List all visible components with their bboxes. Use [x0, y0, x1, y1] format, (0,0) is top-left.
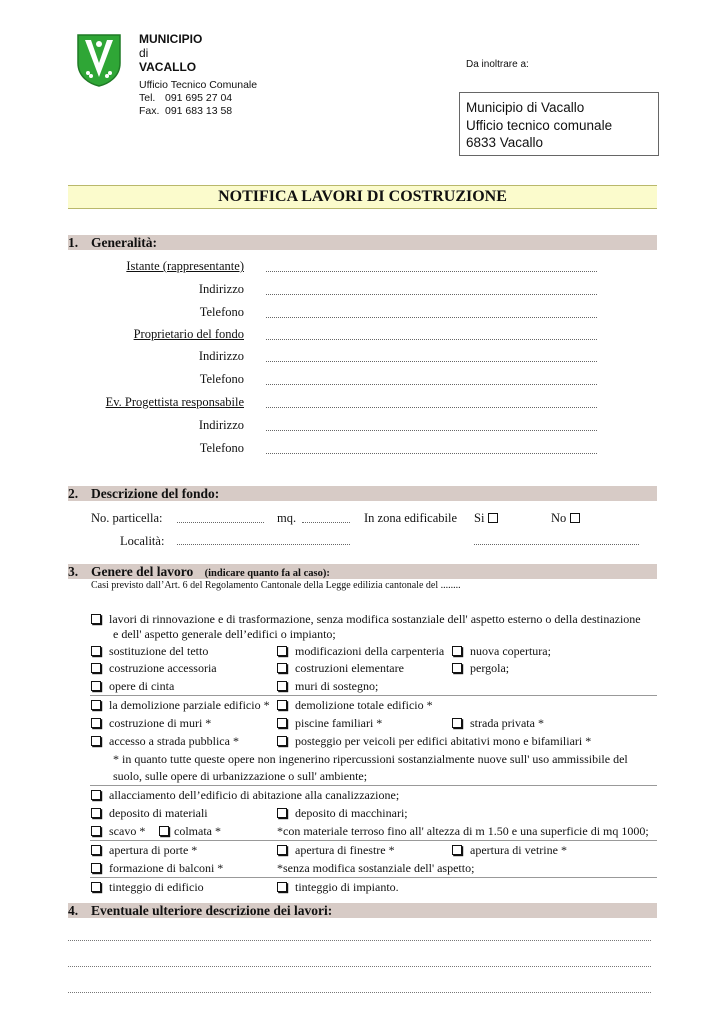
checkbox-no[interactable] [570, 513, 580, 523]
section-header-descrizione-fondo: 2. Descrizione del fondo: [68, 486, 657, 501]
option-tinteggio-edificio[interactable]: tinteggio di edificio [91, 880, 204, 895]
section-header-genere-lavoro: 3. Genere del lavoro (indicare quanto fa al caso): [68, 564, 657, 579]
vacallo-crest-icon [76, 33, 122, 87]
checkbox-apertura-porte[interactable] [91, 845, 101, 855]
label-indirizzo-3: Indirizzo [198, 418, 244, 432]
option-rinnovazione[interactable]: lavori di rinnovazione e di trasformazione, senza modifica sostanziale dell' aspetto esterno o della destinazione [91, 612, 641, 627]
checkbox-si[interactable] [488, 513, 498, 523]
checkbox-sostituzione-tetto[interactable] [91, 646, 101, 656]
option-scavo[interactable]: scavo * [91, 824, 145, 839]
option-costruzioni-elementare[interactable]: costruzioni elementare [277, 661, 404, 676]
label-telefono-2: Telefono [199, 372, 244, 386]
checkbox-strada-privata[interactable] [452, 718, 462, 728]
section-header-ulteriore-descrizione: 4. Eventuale ulteriore descrizione dei lavori: [68, 903, 657, 918]
checkbox-apertura-vetrine[interactable] [452, 845, 462, 855]
checkbox-allacciamento[interactable] [91, 790, 101, 800]
option-si[interactable]: Si [474, 511, 498, 526]
footnote-line2: suolo, sulle opere di urbanizzazione o sull' ambiente; [113, 769, 368, 783]
field-telefono-2[interactable] [266, 384, 597, 385]
field-indirizzo-1[interactable] [266, 294, 597, 295]
option-accesso-strada[interactable]: accesso a strada pubblica * [91, 734, 239, 749]
office-contacts: Ufficio Tecnico Comunale Tel. 091 695 27 04 Fax. 091 683 13 58 [139, 79, 258, 117]
checkbox-scavo[interactable] [91, 826, 101, 836]
municipality-name: MUNICIPIO di VACALLO [139, 32, 203, 74]
checkbox-pergola[interactable] [452, 663, 462, 673]
option-piscine[interactable]: piscine familiari * [277, 716, 382, 731]
section-header-generalita: 1. Generalità: [68, 235, 657, 250]
option-allacciamento[interactable]: allacciamento dell’edificio di abitazione alla canalizzazione; [91, 788, 399, 803]
regulation-note: Casi previsto dall’Art. 6 del Regolamento Cantonale della Legge edilizia cantonale del ........ [91, 580, 461, 591]
checkbox-accesso-strada[interactable] [91, 736, 101, 746]
option-costruzione-muri[interactable]: costruzione di muri * [91, 716, 211, 731]
option-deposito-materiali[interactable]: deposito di materiali [91, 806, 208, 821]
checkbox-tinteggio-impianto[interactable] [277, 882, 287, 892]
checkbox-colmata[interactable] [159, 826, 169, 836]
label-mq: mq. [277, 511, 297, 525]
option-no[interactable]: No [551, 511, 580, 526]
field-localita-extra[interactable] [474, 544, 639, 545]
label-progettista: Ev. Progettista responsabile [105, 395, 244, 409]
option-opere-cinta[interactable]: opere di cinta [91, 679, 174, 694]
checkbox-opere-cinta[interactable] [91, 681, 101, 691]
send-to-label: Da inoltrare a: [466, 59, 529, 70]
checkbox-rinnovazione[interactable] [91, 614, 101, 624]
divider [90, 877, 657, 878]
checkbox-muri-sostegno[interactable] [277, 681, 287, 691]
divider [90, 840, 657, 841]
field-localita[interactable] [177, 544, 350, 545]
checkbox-costruzioni-elementare[interactable] [277, 663, 287, 673]
description-line-3[interactable] [68, 992, 651, 993]
label-telefono-1: Telefono [199, 305, 244, 319]
checkbox-modificazioni-carpenteria[interactable] [277, 646, 287, 656]
checkbox-piscine[interactable] [277, 718, 287, 728]
description-line-2[interactable] [68, 966, 651, 967]
option-demolizione-totale[interactable]: demolizione totale edificio * [277, 698, 433, 713]
field-indirizzo-2[interactable] [266, 361, 597, 362]
label-proprietario: Proprietario del fondo [133, 327, 244, 341]
footnote-line1: * in quanto tutte queste opere non ingenerino ripercussioni sostanzialmente nuove sull' uso ammissibile del [113, 752, 628, 766]
description-line-1[interactable] [68, 940, 651, 941]
field-indirizzo-3[interactable] [266, 430, 597, 431]
option-apertura-finestre[interactable]: apertura di finestre * [277, 843, 395, 858]
label-telefono-3: Telefono [199, 441, 244, 455]
option-posteggio[interactable]: posteggio per veicoli per edifici abitativi mono e bifamiliari * [277, 734, 591, 749]
option-nuova-copertura[interactable]: nuova copertura; [452, 644, 551, 659]
rinnovazione-continuation: e dell' aspetto generale dell’edifici o impianto; [113, 627, 336, 641]
field-proprietario[interactable] [266, 339, 597, 340]
option-formazione-balconi[interactable]: formazione di balconi * [91, 861, 223, 876]
field-progettista[interactable] [266, 407, 597, 408]
option-demolizione-parziale[interactable]: la demolizione parziale edificio * [91, 698, 270, 713]
option-pergola[interactable]: pergola; [452, 661, 509, 676]
option-tinteggio-impianto[interactable]: tinteggio di impianto. [277, 880, 399, 895]
option-apertura-vetrine[interactable]: apertura di vetrine * [452, 843, 567, 858]
checkbox-demolizione-parziale[interactable] [91, 700, 101, 710]
note-senza-modifica: *senza modifica sostanziale dell' aspetto; [277, 861, 475, 875]
checkbox-deposito-materiali[interactable] [91, 808, 101, 818]
field-telefono-3[interactable] [266, 453, 597, 454]
checkbox-demolizione-totale[interactable] [277, 700, 287, 710]
checkbox-deposito-macchinari[interactable] [277, 808, 287, 818]
option-costruzione-accessoria[interactable]: costruzione accessoria [91, 661, 217, 676]
checkbox-apertura-finestre[interactable] [277, 845, 287, 855]
option-strada-privata[interactable]: strada privata * [452, 716, 544, 731]
label-istante: Istante (rappresentante) [126, 259, 244, 273]
recipient-address-box: Municipio di Vacallo Ufficio tecnico comunale 6833 Vacallo [459, 92, 659, 156]
field-telefono-1[interactable] [266, 317, 597, 318]
option-deposito-macchinari[interactable]: deposito di macchinari; [277, 806, 408, 821]
label-localita: Località: [120, 534, 165, 548]
checkbox-formazione-balconi[interactable] [91, 863, 101, 873]
label-zona-edificabile: In zona edificabile [364, 511, 458, 525]
option-modificazioni-carpenteria[interactable]: modificazioni della carpenteria [277, 644, 444, 659]
page-title: NOTIFICA LAVORI DI COSTRUZIONE [68, 185, 657, 209]
label-particella: No. particella: [91, 511, 163, 525]
divider [90, 695, 657, 696]
field-mq[interactable] [302, 522, 350, 523]
checkbox-costruzione-accessoria[interactable] [91, 663, 101, 673]
option-apertura-porte[interactable]: apertura di porte * [91, 843, 197, 858]
checkbox-costruzione-muri[interactable] [91, 718, 101, 728]
checkbox-posteggio[interactable] [277, 736, 287, 746]
field-istante[interactable] [266, 271, 597, 272]
option-colmata[interactable]: colmata * [159, 824, 221, 839]
option-sostituzione-tetto[interactable]: sostituzione del tetto [91, 644, 208, 659]
label-indirizzo-1: Indirizzo [198, 282, 244, 296]
checkbox-nuova-copertura[interactable] [452, 646, 462, 656]
option-muri-sostegno[interactable]: muri di sostegno; [277, 679, 378, 694]
field-particella[interactable] [177, 522, 264, 523]
note-materiale-terroso: *con materiale terroso fino all' altezza di m 1.50 e una superficie di mq 1000; [277, 824, 649, 838]
checkbox-tinteggio-edificio[interactable] [91, 882, 101, 892]
divider [90, 785, 657, 786]
label-indirizzo-2: Indirizzo [198, 349, 244, 363]
